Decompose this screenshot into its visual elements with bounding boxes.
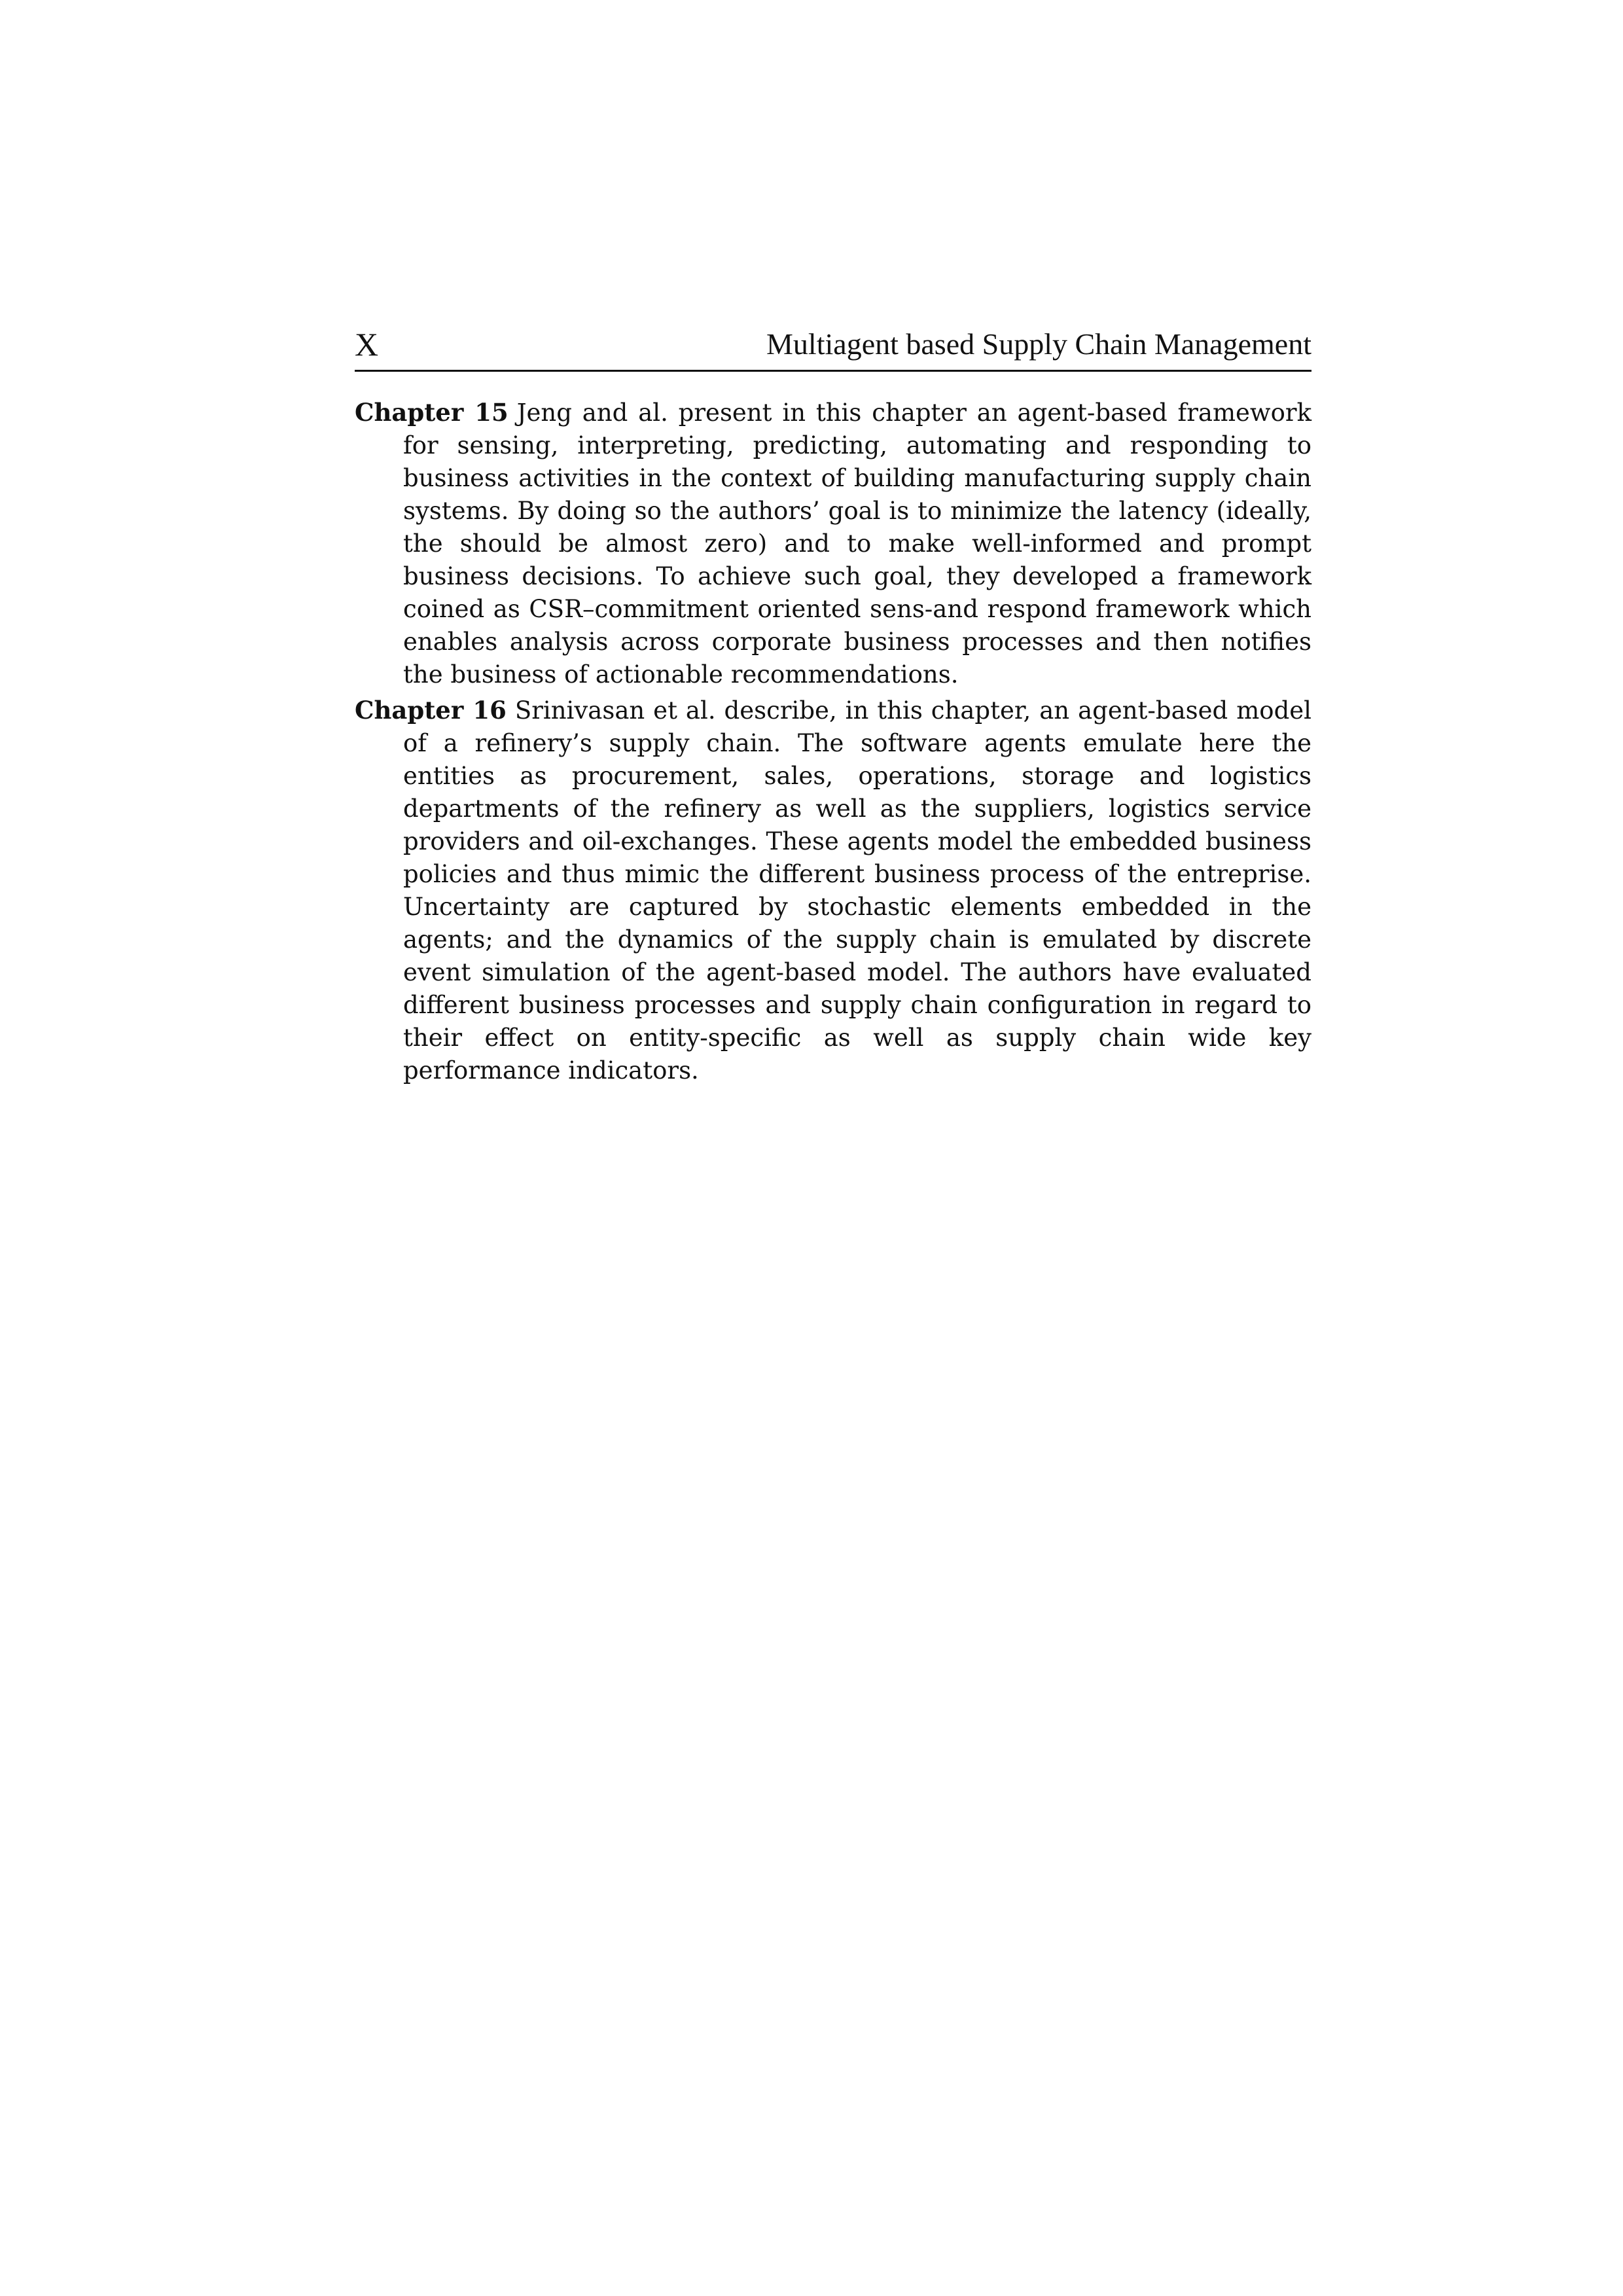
chapter-15-summary (355, 396, 1311, 691)
running-title: Multiagent based Supply Chain Management (766, 327, 1311, 361)
chapter-15-label: Chapter 15 (355, 398, 508, 427)
chapter-16-label: Chapter 16 (355, 696, 507, 725)
chapter-15-text: Jeng and al. present in this chapter an agent-based framework for sensing, interpreting, predicting, automating and responding to business activities in the context of building manufacturing supply chain systems. By doing so the authors’ goal is to minimize the latency (ideally, the should be almost zero) and to make well-informed and prompt business decisions. To achieve such goal, they developed a framework coined as CSR–commitment oriented sens-and respond framework which enables analysis across corporate business processes and then notifies the business of actionable recommendations. (403, 399, 1311, 689)
chapter-16-text: Srinivasan et al. describe, in this chapter, an agent-based model of a refinery’s supply chain. The software agents emulate here the entities as procurement, sales, operations, storage and logistics departments of the refinery as well as the suppliers, logistics service providers and oil-exchanges. These agents model the embedded business policies and thus mimic the different business process of the entreprise. Uncertainty are captured by stochastic elements embedded in the agents; and the dynamics of the supply chain is emulated by discrete event simulation of the agent-based model. The authors have evaluated different business processes and supply chain configuration in regard to their effect on entity-specific as well as supply chain wide key performance indicators. (403, 696, 1311, 1085)
chapter-summaries (355, 396, 1311, 1090)
chapter-16-summary (355, 694, 1311, 1087)
page-number: X (355, 326, 379, 363)
running-header (355, 318, 1311, 372)
